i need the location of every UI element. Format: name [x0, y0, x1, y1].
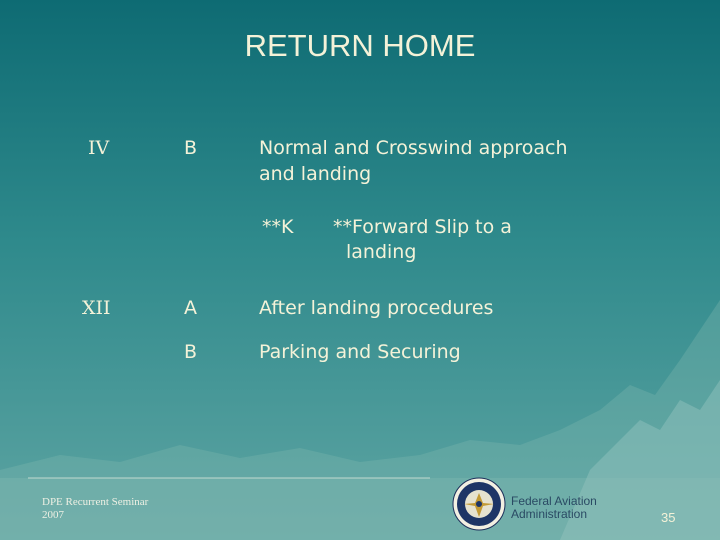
faa-seal-icon — [452, 477, 506, 531]
faa-wordmark — [511, 495, 597, 521]
task-label-b: B — [184, 137, 198, 159]
task-description-line2: and landing — [259, 163, 372, 185]
sub-task-description-line1: **Forward Slip to a — [333, 216, 512, 238]
area-label-iv: IV — [88, 137, 110, 159]
sub-task-description-line2: landing — [346, 241, 417, 263]
seminar-footer — [42, 496, 148, 522]
sub-task-label: **K — [262, 216, 294, 238]
task-label-b-2: B — [184, 341, 198, 363]
seminar-name: DPE Recurrent Seminar — [42, 496, 149, 508]
page-number: 35 — [661, 510, 676, 525]
slide-title: RETURN HOME — [244, 28, 476, 63]
task-description-line1: Normal and Crosswind approach — [259, 137, 568, 159]
agency-line1: Federal Aviation — [511, 494, 597, 508]
task-description-parking: Parking and Securing — [259, 341, 461, 363]
area-label-xii: XII — [82, 297, 111, 319]
seminar-year: 2007 — [42, 509, 64, 521]
task-label-a: A — [184, 297, 197, 319]
agency-line2: Administration — [511, 507, 588, 521]
task-description-after-landing: After landing procedures — [259, 297, 494, 319]
